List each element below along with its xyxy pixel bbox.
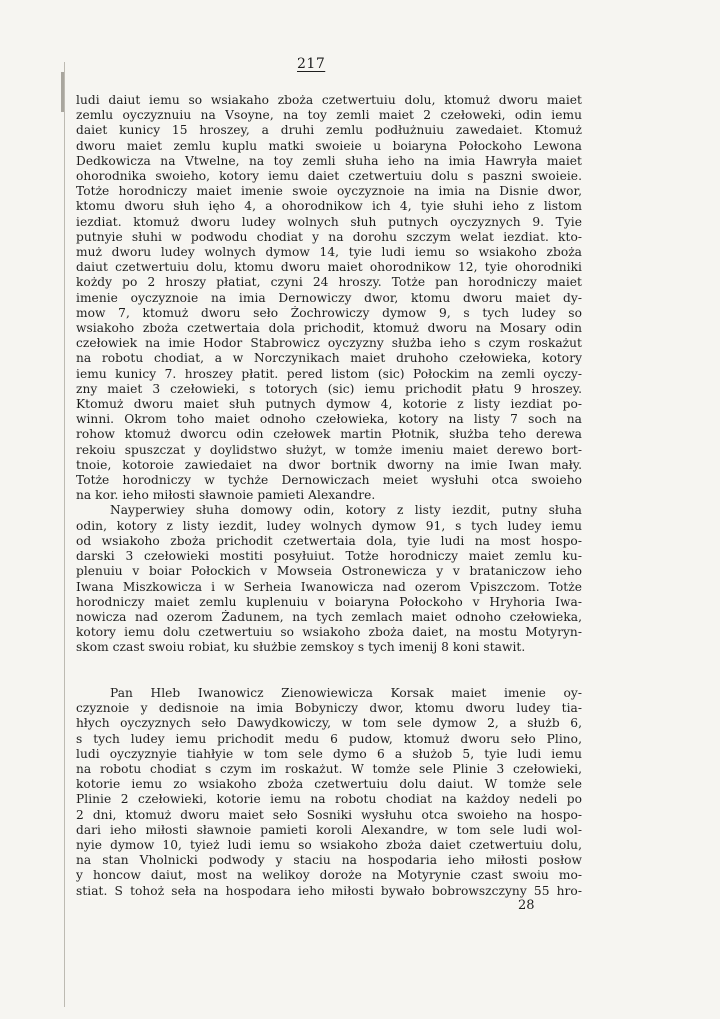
text-line: muż dworu ludey wolnych dymow 14, tyie ludi iemu so wsiakoho zboża	[76, 245, 582, 260]
text-line: daiut czetwertuiu dolu, ktomu dworu maiet ohorodnikow 12, tyie ohorodniki	[76, 260, 582, 275]
binding-edge	[64, 62, 65, 1007]
text-line: 2 dni, ktomuż dworu maiet seło Sosniki wysłuhu otca swoieho na hospo-	[76, 807, 582, 822]
text-line: stiat. S tohoż seła na hospodara ieho miłosti bywało bobrowszczyny 55 hro-	[76, 883, 582, 898]
text-line: czełowiek na imie Hodor Stabrowicz oyczyzny służba ieho s czym roskażut	[76, 336, 582, 351]
text-line: Plinie 2 czełowieki, kotorie iemu na robotu chodiat na każdoy nedeli po	[76, 792, 582, 807]
text-line: dworu maiet zemlu kuplu matki swoieie u boiaryna Połockoho Lewona	[76, 138, 582, 153]
text-line: Iwana Miszkowicza i w Serheia Iwanowicza nad ozerom Vpiszczom. Totże	[76, 579, 582, 594]
text-line: imenie oyczyznoie na imia Dernowiczy dwor, ktomu dworu maiet dy-	[76, 290, 582, 305]
text-line: na kor. ieho miłosti sławnoie pamieti Alexandre.	[76, 488, 376, 503]
page-number: 217	[297, 56, 326, 72]
text-line: nyie dymow 10, tyież ludi iemu so wsiakoho zboża daiet czetwertuiu dolu,	[76, 838, 582, 853]
text-block-1	[76, 93, 582, 656]
text-line: kożdy po 2 hroszy płatiat, czyni 24 hroszy. Totże pan horodniczy maiet	[76, 275, 582, 290]
text-line: tnoie, kotoroie zawiedaiet na dwor bortnik dworny na imie Iwan mały.	[76, 457, 582, 472]
text-line: Dedkowicza na Vtwelne, na toy zemli słuha ieho na imia Hawryła maiet	[76, 153, 582, 168]
text-line: kotorie iemu zo wsiakoho zboża czetwertuiu dolu daiut. W tomże sele	[76, 777, 582, 792]
text-line: Totże horodniczy w tychże Dernowiczach meiet wysłuhi otca swoieho	[76, 473, 582, 488]
text-line: dari ieho miłosti sławnoie pamieti koroli Alexandre, w tom sele ludi wol-	[76, 822, 582, 837]
text-line: mow 7, ktomuż dworu seło Żochrowiczy dymow 9, s tych ludey so	[76, 305, 582, 320]
text-line: hłych oyczyznych seło Dawydkowiczy, w tom sele dymow 2, a służb 6,	[76, 716, 582, 731]
text-line: iemu kunicy 7. hroszey płatit. pered listom (sic) Połockim na zemli oyczy-	[76, 366, 582, 381]
text-line: Totże horodniczy maiet imenie swoie oyczyznoie na imia na Disnie dwor,	[76, 184, 582, 199]
text-line: na robotu chodiat, a w Norczynikach maiet druhoho czełowieka, kotory	[76, 351, 582, 366]
text-line: Ktomuż dworu maiet słuh putnych dymow 4, kotorie z listy iezdiat po-	[76, 397, 582, 412]
text-line: y honcow daiut, most na welikoy doroże na Motyrynie czast swoiu mo-	[76, 868, 582, 883]
text-line: darski 3 czełowieki mostiti posyłuiut. Totże horodniczy maiet zemlu ku-	[76, 549, 582, 564]
text-line: rekoiu spuszczat y doylidstwo służyt, w tomże imeniu maiet derewo bort-	[76, 442, 582, 457]
signature-mark: 28	[518, 898, 535, 913]
text-line: Pan Hleb Iwanowicz Zienowiewicza Korsak maiet imenie oy-	[110, 686, 582, 700]
text-line: ohorodnika swoieho, kotory iemu daiet czetwertuiu dolu s paszni swoieie.	[76, 169, 582, 184]
text-line: nowicza nad ozerom Żadunem, na tych zemlach maiet odnoho czełowieka,	[76, 609, 582, 624]
binding-mark	[61, 72, 64, 112]
text-line: od wsiakoho zboża prichodit czetwertaia dola, tyie ludi na most hospo-	[76, 533, 582, 548]
text-line: na robotu chodiat s czym im roskażut. W tomże sele Plinie 3 czełowieki,	[76, 762, 582, 777]
text-line: s tych ludey iemu prichodit medu 6 pudow, ktomuż dworu seło Plino,	[76, 731, 582, 746]
text-line: plenuiu v boiar Połockich v Mowseia Ostronewicza y v brataniczow ieho	[76, 564, 582, 579]
text-line: putnyie słuhi w podwodu chodiat y na dorohu szczym welat iezdiat. kto-	[76, 229, 582, 244]
text-line: czyznoie y dedisnoie na imia Bobyniczy dwor, ktomu dworu ludey tia-	[76, 701, 582, 716]
text-line: rohow ktomuż dworcu odin czełowek martin Płotnik, służba teho derewa	[76, 427, 582, 442]
text-line: ludi oyczyznyie tiahłyie w tom sele dymo 6 a służob 5, tyie ludi iemu	[76, 746, 582, 761]
text-line: zemlu oyczyznuiu na Vsoyne, na toy zemli maiet 2 czełoweki, odin iemu	[76, 108, 582, 123]
text-line: wsiakoho zboża czetwertaia dola prichodit, ktomuż dworu na Mosary odin	[76, 321, 582, 336]
text-line: daiet kunicy 15 hroszey, a druhi zemlu podłużnuiu zawedaiet. Ktomuż	[76, 123, 582, 138]
text-block-2	[76, 686, 582, 899]
text-line: zny maiet 3 czełowieki, s totorych (sic) iemu prichodit płatu 9 hroszey.	[76, 381, 582, 396]
text-line: ktomu dworu słuh ięho 4, a ohorodnikow ich 4, tyie słuhi ieho z listom	[76, 199, 582, 214]
text-line: kotory iemu dolu czetwertuiu so wsiakoho zboża daiet, na mostu Motyryn-	[76, 625, 582, 640]
text-line: skom czast swoiu robiat, ku służbie zemskoy s tych imenij 8 koni stawit.	[76, 640, 526, 655]
text-line: iezdiat. ktomuż dworu ludey wolnych słuh putnych oyczyznych 9. Tyie	[76, 214, 582, 229]
text-line: horodniczy maiet zemlu kuplenuiu v boiaryna Połockoho v Hryhoria Iwa-	[76, 594, 582, 609]
text-line: Nayperwiey słuha domowy odin, kotory z listy iezdit, putny słuha	[110, 503, 582, 518]
text-line: na stan Vholnicki podwody y staciu na hospodaria ieho miłosti posłow	[76, 853, 582, 868]
text-line: winni. Okrom toho maiet odnoho czełowieka, kotory na listy 7 soch na	[76, 412, 582, 427]
text-line: ludi daiut iemu so wsiakaho zboża czetwertuiu dolu, ktomuż dworu maiet	[76, 93, 582, 107]
text-line: odin, kotory z listy iezdit, ludey wolnych dymow 91, s tych ludey iemu	[76, 518, 582, 533]
